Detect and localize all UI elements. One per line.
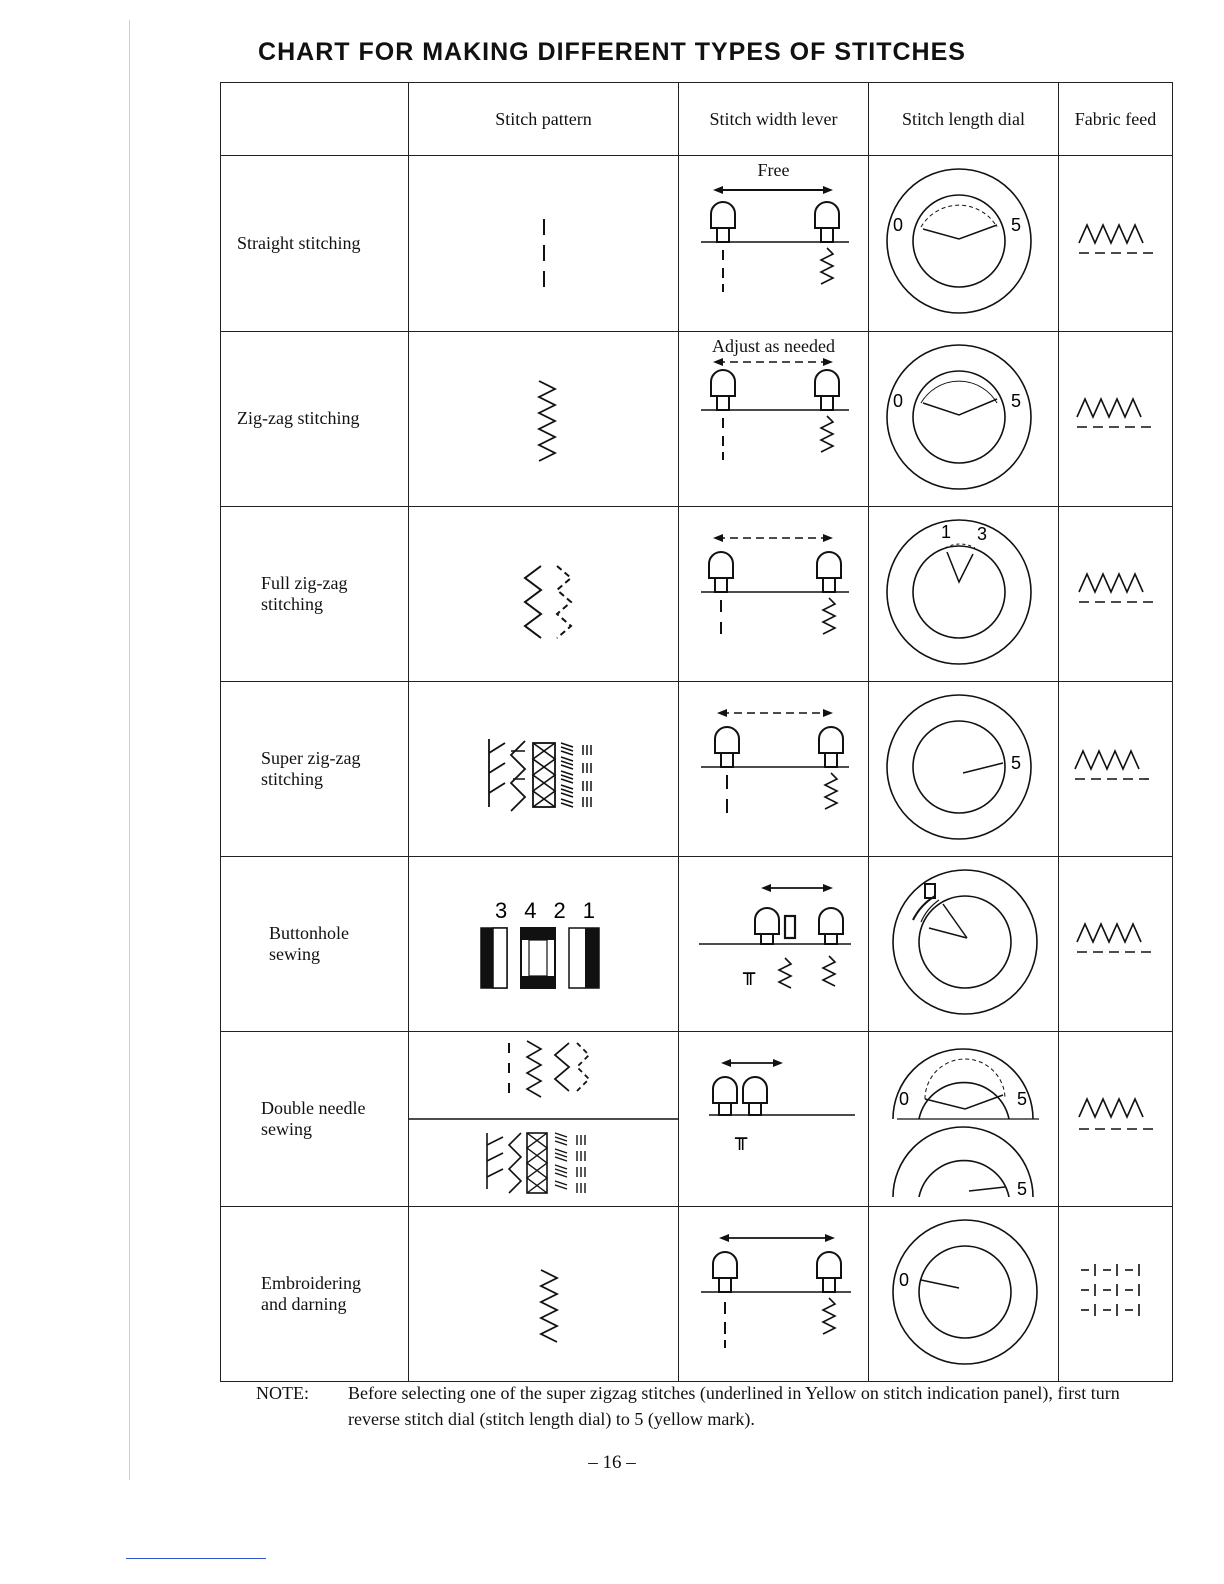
fabric-feed-cell <box>1059 681 1173 856</box>
header-fabric-feed: Fabric feed <box>1059 83 1173 156</box>
stitch-length-cell <box>869 1031 1059 1206</box>
page-title: CHART FOR MAKING DIFFERENT TYPES OF STITCHES <box>258 38 966 66</box>
header-stitch-length-dial: Stitch length dial <box>869 83 1059 156</box>
page-number: – 16 – <box>588 1452 636 1473</box>
note-text: Before selecting one of the super zigzag stitches (underlined in Yellow on stitch indication panel), first turn reverse stitch dial (stitch length dial) to 5 (yellow mark). <box>348 1383 1120 1429</box>
stitch-pattern-cell <box>409 1206 679 1381</box>
length-dial-icon <box>869 1208 1059 1380</box>
length-dial-icon <box>869 157 1059 329</box>
stitch-length-cell <box>869 1206 1059 1381</box>
row-double-needle-sewing <box>221 1031 1173 1206</box>
length-dial-icon <box>869 683 1059 855</box>
feed-dogs-up-icon <box>1059 1033 1173 1205</box>
fabric-feed-cell <box>1059 331 1173 506</box>
footer-link-line <box>126 1558 266 1559</box>
length-dial-icon <box>869 1033 1059 1205</box>
width-lever-icon <box>679 156 869 328</box>
fabric-feed-cell <box>1059 856 1173 1031</box>
buttonhole-step-numbers: 3 4 2 1 <box>495 897 595 923</box>
stitch-width-cell <box>679 156 869 331</box>
stitch-length-cell <box>869 331 1059 506</box>
feed-dogs-up-icon <box>1059 333 1173 505</box>
super-zigzag-patterns-icon <box>409 683 679 855</box>
row-label-text: Buttonhole sewing <box>269 922 349 964</box>
stitch-pattern-cell <box>409 331 679 506</box>
stitch-pattern-cell <box>409 681 679 856</box>
width-lever-icon <box>679 683 869 855</box>
header-row <box>221 83 1173 156</box>
width-lever-icon <box>679 1208 869 1380</box>
fabric-feed-cell <box>1059 156 1173 331</box>
fabric-feed-cell <box>1059 1206 1173 1381</box>
dial-max-label: 5 <box>1017 1088 1028 1109</box>
feed-dogs-down-icon <box>1059 1208 1173 1380</box>
dial-max-label: 5 <box>1011 390 1022 411</box>
embroidery-stitch-icon <box>409 1208 679 1380</box>
header-stitch-pattern: Stitch pattern <box>409 83 679 156</box>
dial-max-label: 5 <box>1011 215 1022 236</box>
straight-stitch-icon <box>409 157 679 329</box>
width-lever-icon <box>679 332 869 504</box>
tacking-stitch-icon: ╥ <box>735 1125 748 1150</box>
stitch-width-cell <box>679 1206 869 1381</box>
stitch-pattern-cell <box>409 156 679 331</box>
tacking-stitch-icon: ╥ <box>743 960 756 985</box>
dial-min-label: 0 <box>893 215 904 236</box>
feed-dogs-up-icon <box>1059 157 1173 329</box>
margin-line <box>129 20 130 1480</box>
stitch-length-cell <box>869 856 1059 1031</box>
row-label: Straight stitching <box>221 156 409 331</box>
stitch-length-cell <box>869 156 1059 331</box>
dial-max-label: 5 <box>1011 752 1022 773</box>
stitch-length-cell <box>869 681 1059 856</box>
stitch-chart <box>220 82 1173 1382</box>
row-straight-stitching <box>221 156 1173 331</box>
stitch-width-cell <box>679 681 869 856</box>
length-dial-icon <box>869 333 1059 505</box>
dial-min-label: 0 <box>893 390 904 411</box>
feed-dogs-up-icon <box>1059 508 1173 680</box>
stitch-width-cell <box>679 331 869 506</box>
lever-caption: Free <box>757 160 790 181</box>
fabric-feed-cell <box>1059 1031 1173 1206</box>
buttonhole-steps-icon <box>409 858 679 1030</box>
width-lever-icon <box>679 1033 869 1205</box>
row-super-zigzag-stitching <box>221 681 1173 856</box>
stitch-pattern-cell <box>409 856 679 1031</box>
dial-min-label: 0 <box>899 1088 910 1109</box>
stitch-pattern-cell <box>409 1031 679 1206</box>
header-blank <box>221 83 409 156</box>
note-label: NOTE: <box>256 1383 309 1403</box>
row-label <box>221 1031 409 1206</box>
dial-max-label: 3 <box>977 523 988 544</box>
dial-min-label: 1 <box>941 521 952 542</box>
row-label <box>221 1206 409 1381</box>
row-embroidering-and-darning <box>221 1206 1173 1381</box>
row-label-text: Full zig-zag stitching <box>261 572 348 614</box>
row-buttonhole-sewing <box>221 856 1173 1031</box>
stitch-length-cell <box>869 506 1059 681</box>
row-label-text: Super zig-zag stitching <box>261 747 361 789</box>
row-label <box>221 856 409 1031</box>
lever-caption: Adjust as needed <box>712 335 835 356</box>
row-label: Zig-zag stitching <box>221 331 409 506</box>
stitch-width-cell <box>679 856 869 1031</box>
dial2-max-label: 5 <box>1017 1178 1028 1199</box>
row-label-text: Double needle sewing <box>261 1097 366 1139</box>
width-lever-icon <box>679 858 869 1030</box>
header-stitch-width-lever: Stitch width lever <box>679 83 869 156</box>
double-needle-patterns-icon <box>409 1033 679 1205</box>
feed-dogs-up-icon <box>1059 683 1173 855</box>
row-zigzag-stitching <box>221 331 1173 506</box>
row-label-text: Embroidering and darning <box>261 1272 361 1314</box>
row-full-zigzag-stitching <box>221 506 1173 681</box>
stitch-width-cell <box>679 506 869 681</box>
dial-min-label: 0 <box>899 1269 910 1290</box>
fabric-feed-cell <box>1059 506 1173 681</box>
length-dial-icon <box>869 508 1059 680</box>
zigzag-stitch-icon <box>409 333 679 505</box>
stitch-width-cell <box>679 1031 869 1206</box>
length-dial-icon <box>869 858 1059 1030</box>
full-zigzag-stitch-icon <box>409 508 679 680</box>
stitch-pattern-cell <box>409 506 679 681</box>
feed-dogs-up-icon <box>1059 858 1173 1030</box>
width-lever-icon <box>679 508 869 680</box>
row-label <box>221 681 409 856</box>
row-label <box>221 506 409 681</box>
